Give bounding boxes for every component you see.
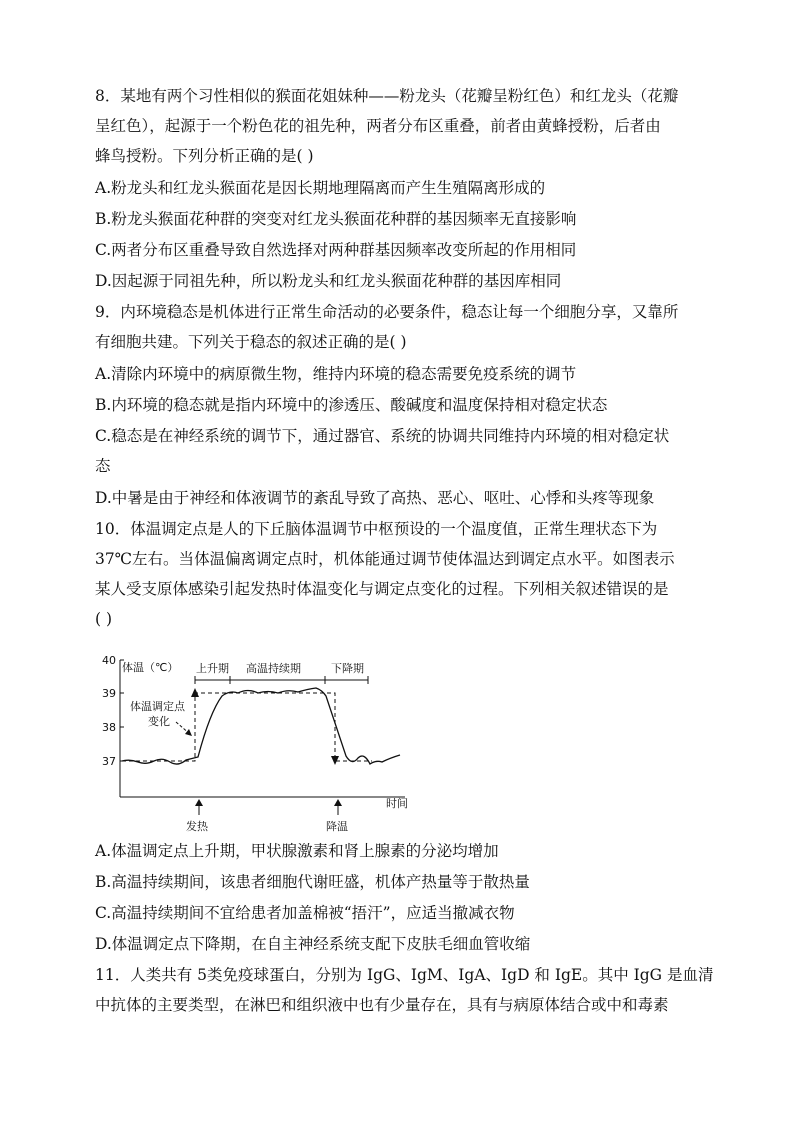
q10-stem-line-4: ( ) bbox=[95, 610, 113, 628]
y-tick-label-38: 38 bbox=[102, 721, 116, 734]
q10-stem-line-1: 10．体温调定点是人的下丘脑体温调节中枢预设的一个温度值，正常生理状态下为 bbox=[95, 520, 658, 538]
x-axis-label: 时间 bbox=[386, 797, 408, 810]
q10-stem-line-2: 37℃左右。当体温偏离调定点时，机体能通过调节使体温达到调定点水平。如图表示 bbox=[95, 550, 675, 568]
phase-label-fall: 下降期 bbox=[331, 662, 364, 675]
setpoint-label-line-1: 体温调定点 bbox=[130, 700, 185, 713]
phase-label-rise: 上升期 bbox=[196, 662, 229, 675]
fever-arrow-head bbox=[195, 799, 203, 806]
q9-option-b: B.内环境的稳态就是指内环境中的渗透压、酸碱度和温度保持相对稳定状态 bbox=[95, 396, 608, 414]
q9-option-a: A.清除内环境中的病原微生物，维持内环境的稳态需要免疫系统的调节 bbox=[95, 365, 577, 383]
y-axis-title: 体温（℃） bbox=[122, 661, 179, 674]
q8-option-b: B.粉龙头猴面花种群的突变对红龙头猴面花种群的基因频率无直接影响 bbox=[95, 210, 577, 228]
q9-option-c: C.稳态是在神经系统的调节下，通过器官、系统的协调共同维持内环境的相对稳定状 bbox=[95, 427, 670, 445]
q8-stem-line-1: 8．某地有两个习性相似的猴面花姐妹种——粉龙头（花瓣呈粉红色）和红龙头（花瓣 bbox=[95, 87, 679, 105]
q8-option-c: C.两者分布区重叠导致自然选择对两种群基因频率改变所起的作用相同 bbox=[95, 241, 577, 259]
q10-option-d: D.体温调定点下降期，在自主神经系统支配下皮肤毛细血管收缩 bbox=[95, 935, 531, 953]
q8-option-d: D.因起源于同祖先种，所以粉龙头和红龙头猴面花种群的基因库相同 bbox=[95, 272, 562, 290]
q9-option-c-cont: 态 bbox=[95, 457, 111, 475]
body-temperature-figure bbox=[102, 652, 420, 833]
q11-stem-line-1: 11．人类共有 5类免疫球蛋白，分别为 IgG、IgM、IgA、IgD 和 IgE。其中 IgG 是血清 bbox=[95, 966, 714, 984]
q8-option-a: A.粉龙头和红龙头猴面花是因长期地理隔离而产生生殖隔离形成的 bbox=[95, 179, 546, 197]
setpoint-label-line-2: 变化 bbox=[148, 715, 170, 728]
q11-stem-line-2: 中抗体的主要类型，在淋巴和组织液中也有少量存在，具有与病原体结合或中和毒素 bbox=[95, 996, 669, 1014]
q8-stem-line-3: 蜂鸟授粉。下列分析正确的是( ) bbox=[95, 147, 314, 165]
q9-stem-line-2: 有细胞共建。下列关于稳态的叙述正确的是( ) bbox=[95, 333, 407, 351]
q9-option-d: D.中暑是由于神经和体液调节的紊乱导致了高热、恶心、呕吐、心悸和头疼等现象 bbox=[95, 489, 655, 507]
event-label-cooling: 降温 bbox=[326, 820, 348, 833]
q10-stem-line-3: 某人受支原体感染引起发热时体温变化与调定点变化的过程。下列相关叙述错误的是 bbox=[95, 580, 669, 598]
y-tick-label-40: 40 bbox=[102, 654, 116, 667]
q10-option-a: A.体温调定点上升期，甲状腺激素和肾上腺素的分泌均增加 bbox=[95, 842, 499, 860]
q10-option-b: B.高温持续期间，该患者细胞代谢旺盛，机体产热量等于散热量 bbox=[95, 873, 530, 891]
y-tick-label-39: 39 bbox=[102, 687, 116, 700]
phase-label-plateau: 高温持续期 bbox=[246, 662, 301, 675]
q10-option-c: C.高温持续期间不宜给患者加盖棉被“捂汗”，应适当撤减衣物 bbox=[95, 904, 515, 922]
y-tick-label-37: 37 bbox=[102, 755, 116, 768]
q9-stem-line-1: 9．内环境稳态是机体进行正常生命活动的必要条件，稳态让每一个细胞分享，又靠所 bbox=[95, 303, 679, 321]
event-label-fever: 发热 bbox=[186, 820, 208, 833]
q8-stem-line-2: 呈红色），起源于一个粉色花的祖先种，两者分布区重叠，前者由黄蜂授粉，后者由 bbox=[95, 117, 661, 135]
cooling-arrow-head bbox=[334, 799, 342, 806]
